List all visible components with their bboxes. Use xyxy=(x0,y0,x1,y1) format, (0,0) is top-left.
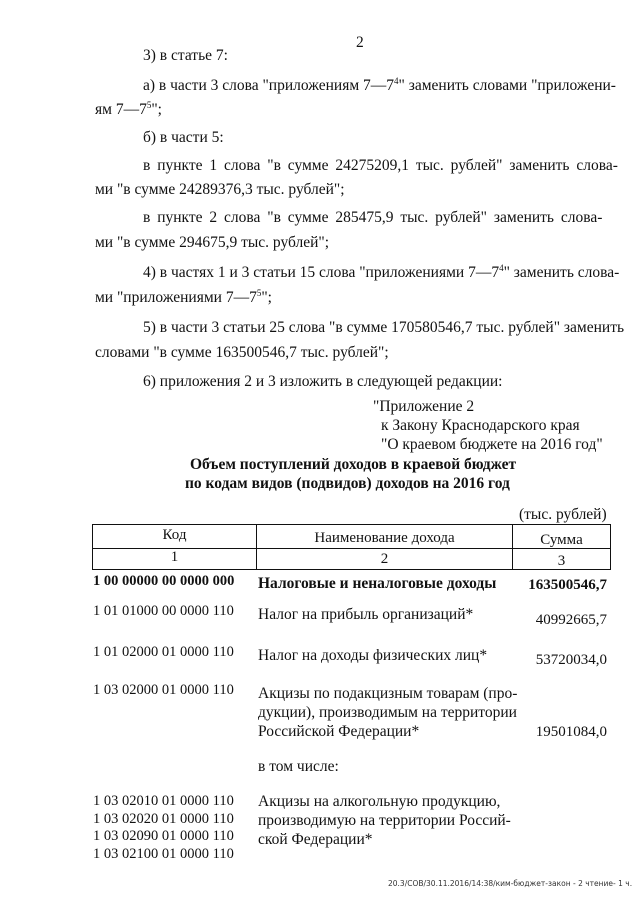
units-label: (тыс. рублей) xyxy=(519,506,607,523)
table-title-line2: по кодам видов (подвидов) доходов на 2016 год xyxy=(185,475,510,492)
table-top-border xyxy=(92,524,611,525)
header-number-3: 3 xyxy=(557,553,566,569)
sub-code: 1 03 02100 01 0000 110 xyxy=(93,846,234,862)
row-code: 1 03 02000 01 0000 110 xyxy=(93,682,234,698)
item3-a-text1: а) в части 3 слова "приложениям 7—7 xyxy=(143,77,395,94)
item3-a-sup1: 4 xyxy=(394,76,399,86)
item4-text1: 4) в частях 1 и 3 статьи 15 слова "приложениями 7—7 xyxy=(143,264,500,281)
row-sum: 53720034,0 xyxy=(535,652,607,668)
page-number: 2 xyxy=(356,34,364,51)
row-sum: 40992665,7 xyxy=(535,612,607,628)
item3-a-text2b: "; xyxy=(151,101,162,118)
sub-name-line: ской Федерации* xyxy=(258,831,373,848)
item4-text1b: " заменить слова- xyxy=(503,264,620,281)
row-name-line: Акцизы по подакцизным товарам (про- xyxy=(258,685,518,702)
row-name-line: дукции), производимым на территории xyxy=(258,704,517,721)
item5-line1: 5) в части 3 статьи 25 слова "в сумме 170580546,7 тыс. рублей" заменить xyxy=(143,319,625,336)
header-number-2: 2 xyxy=(380,551,389,567)
item3-b-header: б) в части 5: xyxy=(143,129,224,146)
item3-a-line1 xyxy=(143,76,616,96)
table-title-line1: Объем поступлений доходов в краевой бюджет xyxy=(190,456,517,473)
row-code: 1 01 02000 01 0000 110 xyxy=(93,644,234,660)
item6: 6) приложения 2 и 3 изложить в следующей редакции: xyxy=(143,373,503,390)
appendix-line3: "О краевом бюджете на 2016 год" xyxy=(381,436,603,453)
item4-text2: ми "приложениями 7—7 xyxy=(95,289,257,306)
sub-code: 1 03 02010 01 0000 110 xyxy=(93,793,234,809)
row-code: 1 01 01000 00 0000 110 xyxy=(93,603,234,619)
header-name: Наименование дохода xyxy=(314,530,455,546)
item3-a-text2: ям 7—7 xyxy=(95,101,147,118)
header-sum: Сумма xyxy=(540,532,583,548)
table-right-border xyxy=(610,524,611,570)
row-code: 1 00 00000 00 0000 000 xyxy=(93,573,235,589)
appendix-line2: к Закону Краснодарского края xyxy=(381,417,580,434)
item3-b-p1-line1: в пункте 1 слова "в сумме 24275209,1 тыс. рублей" заменить слова- xyxy=(143,157,618,174)
header-code: Код xyxy=(162,527,187,543)
sub-code: 1 03 02020 01 0000 110 xyxy=(93,811,234,827)
sub-code: 1 03 02090 01 0000 110 xyxy=(93,828,234,844)
item3-a-line2 xyxy=(95,100,162,120)
item4-text2b: "; xyxy=(261,289,272,306)
item4-sup1: 4 xyxy=(499,263,504,273)
item3-b-p1-line2: ми "в сумме 24289376,3 тыс. рублей"; xyxy=(95,181,345,198)
item5-line2: словами "в сумме 163500546,7 тыс. рублей"; xyxy=(95,344,389,361)
row-name-line: Российской Федерации* xyxy=(258,723,420,740)
item4-line2 xyxy=(95,288,272,308)
item3-b-p2-line1: в пункте 2 слова "в сумме 285475,9 тыс. рублей" заменить слова- xyxy=(143,209,603,226)
sub-name-line: Акцизы на алкогольную продукцию, xyxy=(258,793,501,810)
document-footer: 20.3/СОВ/30.11.2016/14:38/ким-бюджет-закон - 2 чтение- 1 ч. xyxy=(388,879,633,888)
including-label: в том числе: xyxy=(258,758,339,775)
item4-line1 xyxy=(143,263,619,283)
item3-a-text1b: " заменить словами "приложени- xyxy=(398,77,616,94)
appendix-line1: "Приложение 2 xyxy=(373,398,475,415)
item3-b-p2-line2: ми "в сумме 294675,9 тыс. рублей"; xyxy=(95,234,330,251)
sub-name-line: производимую на территории Россий- xyxy=(258,812,511,829)
item4-sup2: 5 xyxy=(256,288,262,298)
row-name: Налог на доходы физических лиц* xyxy=(258,647,488,664)
row-name: Налоговые и неналоговые доходы xyxy=(258,575,497,592)
row-sum: 163500546,7 xyxy=(528,577,607,593)
item3-a-sup2: 5 xyxy=(146,100,152,110)
row-sum: 19501084,0 xyxy=(535,724,607,740)
header-number-1: 1 xyxy=(170,549,179,565)
row-name: Налог на прибыль организаций* xyxy=(258,606,474,623)
item3-header: 3) в статье 7: xyxy=(143,47,228,64)
